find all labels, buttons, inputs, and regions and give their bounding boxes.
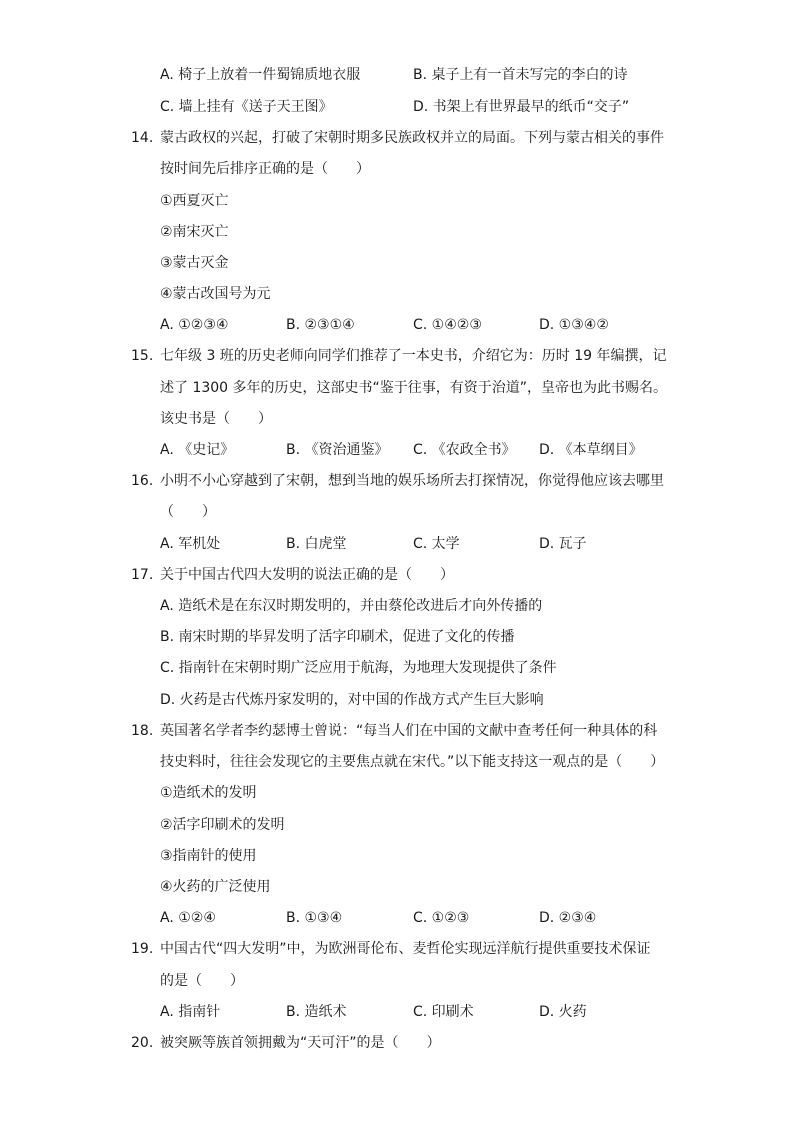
sequence-item: ②南宋灭亡: [160, 224, 229, 240]
question-stem: 关于中国古代四大发明的说法正确的是（ ）: [160, 567, 454, 583]
question-stem: 英国著名学者李约瑟博士曾说：“每当人们在中国的文献中查考任何一种具体的科: [160, 723, 658, 739]
question-stem: 的是（ ）: [160, 973, 244, 989]
statement-item: ①造纸术的发明: [160, 785, 257, 801]
option-a: A. 指南针: [160, 1004, 221, 1020]
question-number: 14.: [131, 130, 154, 146]
sequence-item: ③蒙古灭金: [160, 255, 229, 271]
option-d: D. 《本草纲目》: [539, 442, 643, 458]
option-a: A. ①②④: [160, 910, 216, 926]
option-a: A. 造纸术是在东汉时期发明的，并由蔡伦改进后才向外传播的: [160, 598, 543, 614]
question-number: 19.: [131, 941, 154, 957]
q13-option-b: B. 桌子上有一首未写完的李白的诗: [413, 67, 628, 83]
option-b: B. ②③①④: [286, 317, 355, 333]
question-stem: 七年级 3 班的历史老师向同学们推荐了一本史书，介绍它为：历时 19 年编撰，记: [160, 348, 667, 364]
option-d: D. 火药: [539, 1004, 587, 1020]
option-d: D. ②③④: [539, 910, 597, 926]
question-number: 20.: [131, 1035, 154, 1051]
question-number: 18.: [131, 723, 154, 739]
option-c: C. ①②③: [413, 910, 470, 926]
option-b: B. 南宋时期的毕昇发明了活字印刷术，促进了文化的传播: [160, 629, 515, 645]
question-stem: 该史书是（ ）: [160, 411, 272, 427]
option-b: B. 白虎堂: [286, 536, 347, 552]
question-stem: 按时间先后排序正确的是（ ）: [160, 161, 370, 177]
question-number: 17.: [131, 567, 154, 583]
option-c: C. 印刷术: [413, 1004, 474, 1020]
option-c: C. ①④②③: [413, 317, 482, 333]
option-a: A. ①②③④: [160, 317, 229, 333]
option-d: D. ①③④②: [539, 317, 609, 333]
statement-item: ③指南针的使用: [160, 848, 257, 864]
statement-item: ④火药的广泛使用: [160, 879, 271, 895]
question-number: 15.: [131, 348, 154, 364]
question-stem: 中国古代“四大发明”中，为欧洲哥伦布、麦哲伦实现远洋航行提供重要技术保证: [160, 941, 651, 957]
option-c: C. 《农政全书》: [413, 442, 516, 458]
question-number: 16.: [131, 473, 154, 489]
question-stem: 技史料时，往往会发现它的主要焦点就在宋代。”以下能支持这一观点的是（ ）: [160, 754, 665, 770]
option-c: C. 指南针在宋朝时期广泛应用于航海，为地理大发现提供了条件: [160, 660, 557, 676]
sequence-item: ①西夏灭亡: [160, 193, 229, 209]
question-stem: 述了 1300 多年的历史，这部史书“鉴于往事，有资于治道”，皇帝也为此书赐名。: [160, 380, 668, 396]
option-a: A. 《史记》: [160, 442, 235, 458]
sequence-item: ④蒙古改国号为元: [160, 286, 271, 302]
statement-item: ②活字印刷术的发明: [160, 817, 285, 833]
q13-option-a: A. 椅子上放着一件蜀锦质地衣服: [160, 67, 361, 83]
question-stem: 被突厥等族首领拥戴为“天可汗”的是（ ）: [160, 1035, 441, 1051]
option-b: B. 造纸术: [286, 1004, 347, 1020]
option-a: A. 军机处: [160, 536, 221, 552]
option-b: B. 《资治通鉴》: [286, 442, 389, 458]
question-stem: 小明不小心穿越到了宋朝，想到当地的娱乐场所去打探情况，你觉得他应该去哪里: [160, 473, 664, 489]
q13-option-d: D. 书架上有世界最早的纸币“交子”: [413, 99, 630, 115]
q13-option-c: C. 墙上挂有《送子天王图》: [160, 99, 333, 115]
option-d: D. 瓦子: [539, 536, 587, 552]
option-c: C. 太学: [413, 536, 460, 552]
question-stem: （ ）: [160, 504, 216, 520]
option-d: D. 火药是古代炼丹家发明的，对中国的作战方式产生巨大影响: [160, 692, 544, 708]
option-b: B. ①③④: [286, 910, 343, 926]
question-stem: 蒙古政权的兴起，打破了宋朝时期多民族政权并立的局面。下列与蒙古相关的事件: [160, 130, 664, 146]
